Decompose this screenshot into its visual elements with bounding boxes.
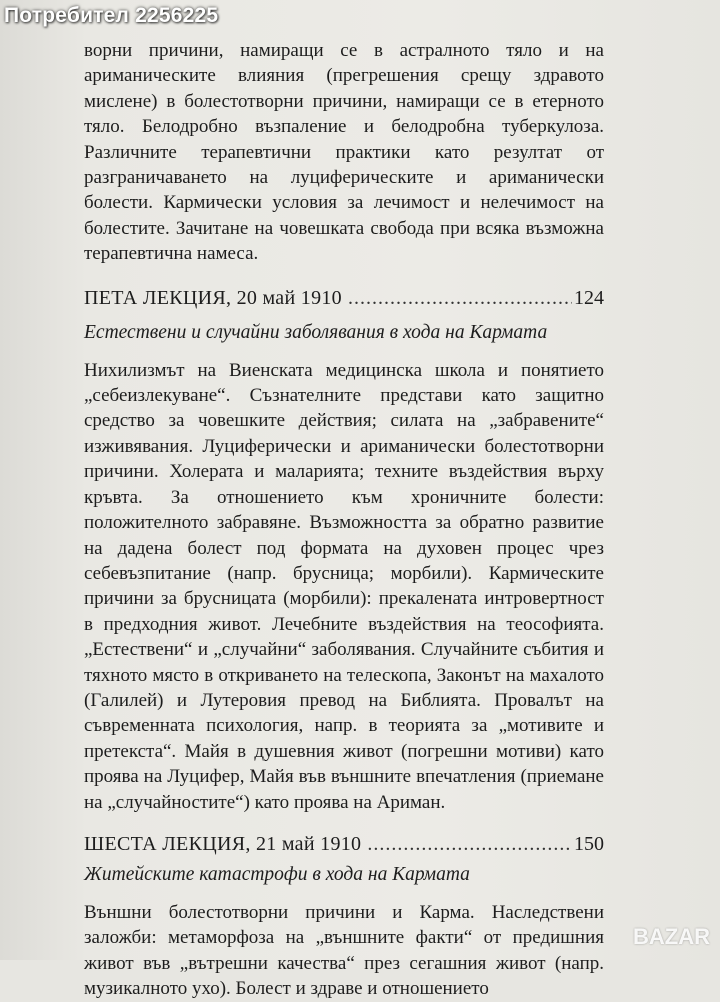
lecture-title: ПЕТА ЛЕКЦИЯ, 20 май 1910 xyxy=(84,286,342,309)
lecture-heading-5 xyxy=(84,287,604,310)
watermark-logo: BAZAR xyxy=(633,924,710,949)
lecture-subtitle: Естествени и случайни заболявания в хода на Кармата xyxy=(84,321,548,343)
page-number: 124 xyxy=(574,286,604,309)
lecture-heading-6 xyxy=(84,833,604,856)
leader-dots xyxy=(348,287,572,310)
lecture-summary: Външни болестотворни причини и Карма. Наследствени заложби: метаморфоза на „външните факти“ от предишния живот във „вътрешни качества“ през сегашния живот (напр. музикалното ухо). Болест и здраве и отношението xyxy=(84,901,604,1000)
user-label[interactable]: Потребител 2256225 xyxy=(4,4,219,27)
page-number: 150 xyxy=(574,832,604,855)
lecture-subtitle: Житейските катастрофи в хода на Кармата xyxy=(84,863,470,885)
leader-dots xyxy=(367,833,572,856)
table-of-contents xyxy=(84,38,604,1002)
lecture-summary: Нихилизмът на Виенската медицинска школа и понятието „себеизлекуване“. Съзнателните представи като защитно средство за човешките действия; силата на „забравените“ изживявания. Луциферически и ариманически болестотворни причини. Холерата и маларията; техните въздействия върху кръвта. За отношението към хроничните болести: положителното забравяне. Възможността за обратно развитие на дадена болест под формата на духовен процес чрез себевъзпитание (напр. брусница; морбили). Кармическите причини за брусницата (морбили): прекалената интровертност в предходния живот. Лечебните въздействия на теософията. „Естествени“ и „случайни“ заболявания. Случайните събития и тяхното място в откриването на телескопа, Законът на махалото (Галилей) и Лутеровия превод на Библията. Провалът на съвременната психология, напр. в теорията за „мотивите и претекста“. Майя в душевния живот (погрешни мотиви) като проява на Луцифер, Майя във външните впечатления (приемане на „случайностите“) като проява на Ариман. xyxy=(84,359,604,813)
lecture-title: ШЕСТА ЛЕКЦИЯ, 21 май 1910 xyxy=(84,832,362,855)
intro-paragraph: ворни причини, намиращи се в астралното тяло и на ариманическите влияния (прегрешения срещу здравото мисленe) в болестотворни причини, намиращи се в етерното тяло. Белодробно възпаление и белодробна туберкулоза. Различните терапевтични практики като резултат от разграничаването на луциферическите и ариманически болести. Кармически условия за лечимост и нелечимост на болестите. Зачитане на човешката свобода при всяка възможна терапевтична намеса. xyxy=(84,40,604,265)
